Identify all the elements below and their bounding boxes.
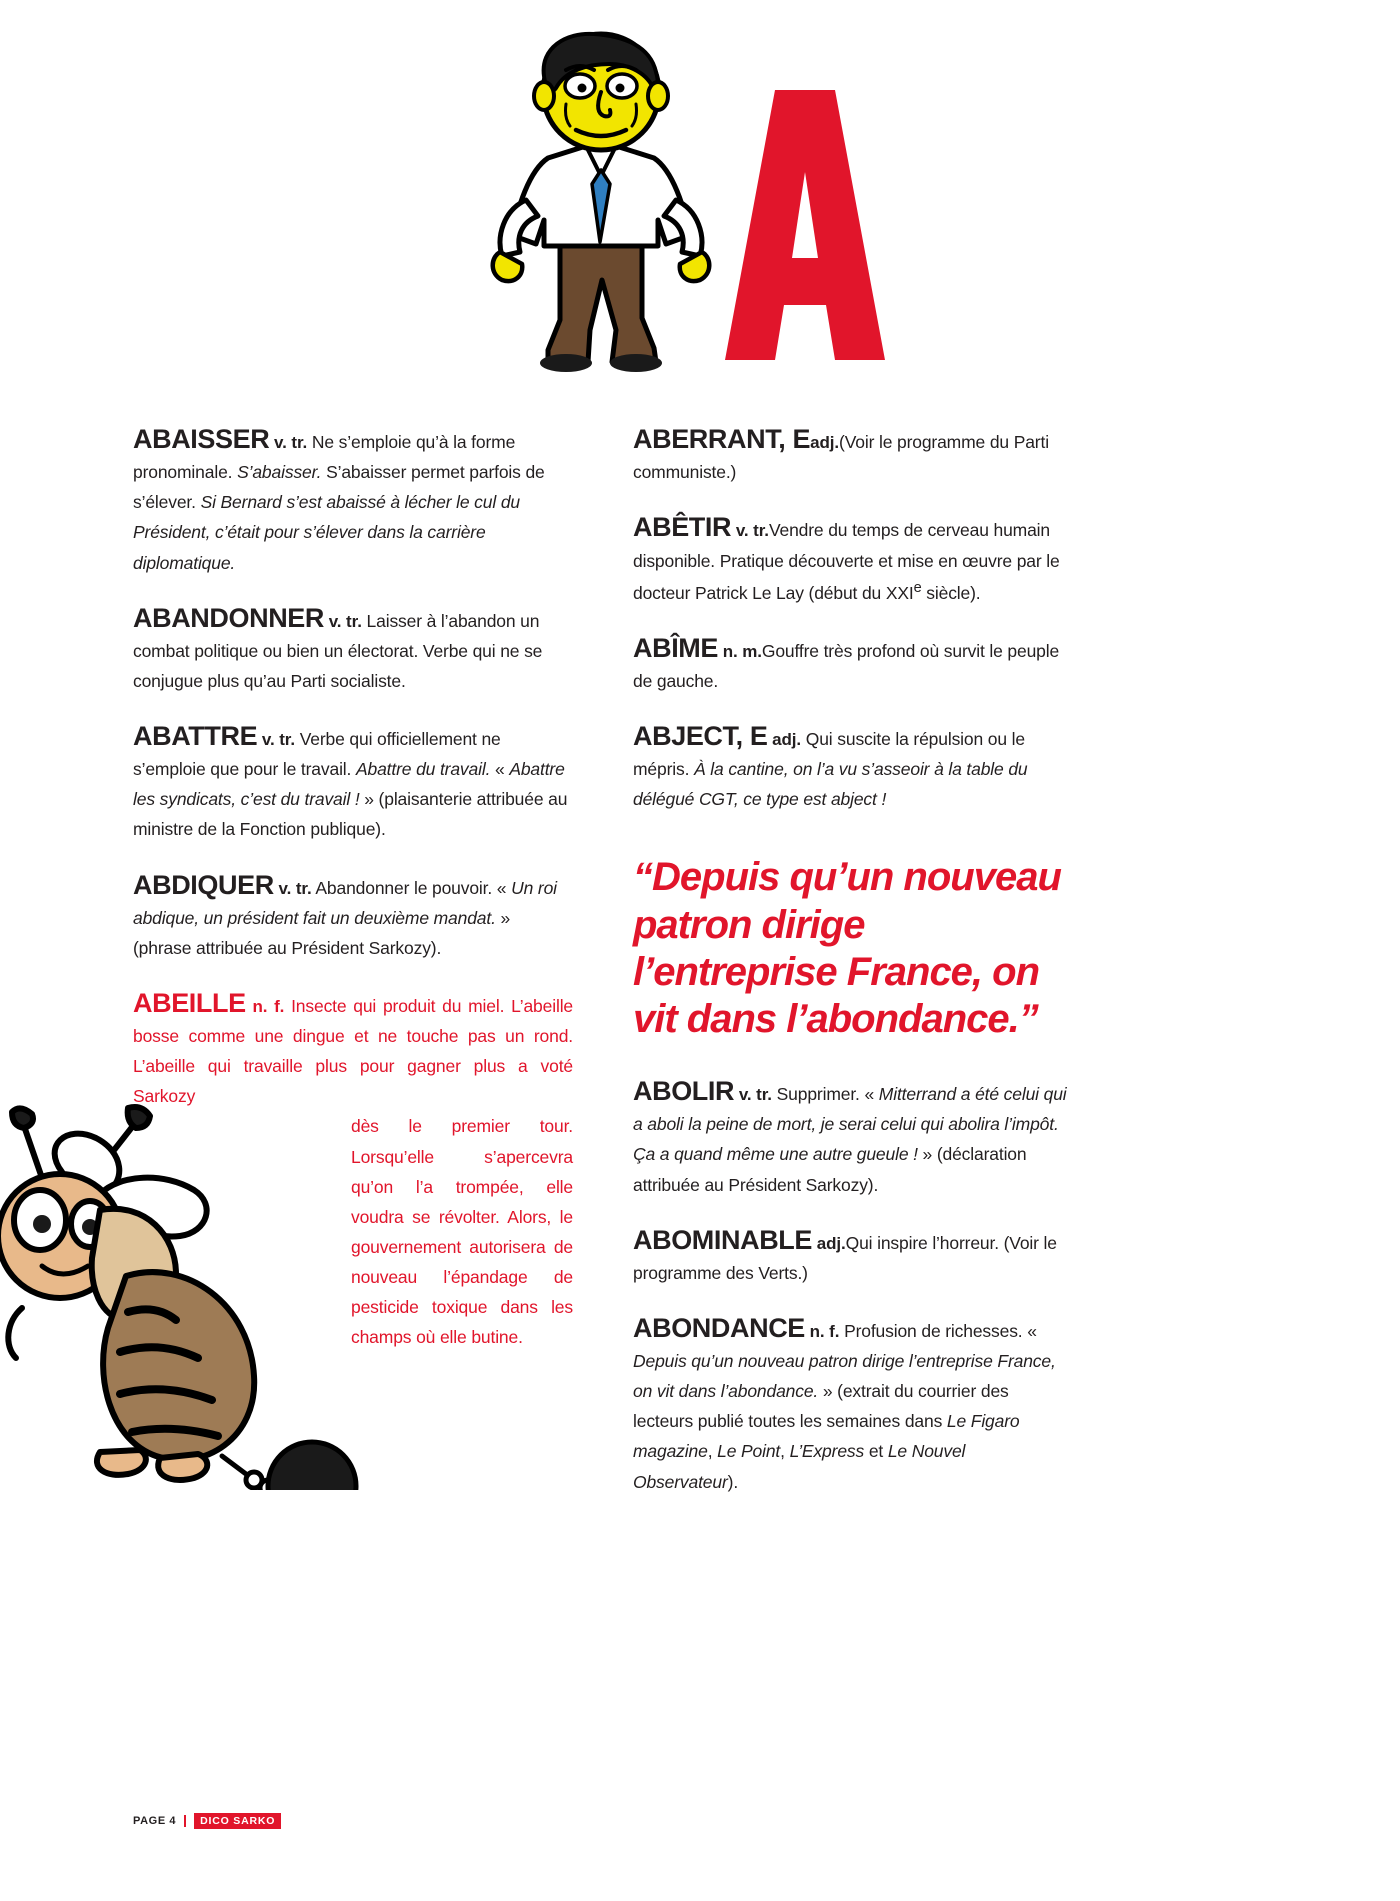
left-column bbox=[133, 425, 573, 1497]
part-of-speech: adj. bbox=[772, 729, 802, 749]
publication-nouvelobs: Le Nouvel Observateur bbox=[633, 1441, 966, 1492]
dictionary-entry-abject bbox=[633, 722, 1073, 814]
bee-illustration-spacer bbox=[133, 1111, 351, 1383]
definition-example: Depuis qu’un nouveau patron dirige l’entreprise France, on vit dans l’abondance. bbox=[633, 1351, 1056, 1402]
dictionary-entry-abaisser bbox=[133, 425, 573, 578]
definition-text-wrapped: dès le premier tour. Lorsqu’elle s’apercevra qu’on l’a trompée, elle voudra se révolter. Alors, le gouvernement autorisera de nouveau l’épandage de pesticide toxique dans les champs où elle butine. bbox=[351, 1116, 573, 1348]
definition-example: Un roi abdique, un président fait un deuxième mandat. bbox=[133, 877, 557, 928]
definition-text: (Voir le programme du Parti communiste.) bbox=[633, 432, 1049, 483]
definition-text-2: » (phrase attribuée au Président Sarkozy). bbox=[133, 907, 511, 958]
publication-badge: DICO SARKO bbox=[194, 1813, 281, 1829]
dictionary-entry-abandonner bbox=[133, 604, 573, 696]
headword: ABOMINABLE bbox=[633, 1224, 812, 1255]
publication-lexpress: L’Express bbox=[789, 1441, 865, 1462]
dictionary-entry-abeille bbox=[133, 989, 573, 1352]
headword: ABAISSER bbox=[133, 424, 270, 454]
definition-text: Profusion de richesses. « bbox=[844, 1320, 1037, 1341]
definition-example: Abattre du travail. bbox=[355, 759, 491, 780]
definition-text-5: et bbox=[864, 1441, 888, 1462]
publication-figaro: Le Figaro magazine bbox=[633, 1411, 1020, 1462]
letter-a-illustration bbox=[470, 30, 930, 390]
dictionary-entry-abominable bbox=[633, 1226, 1073, 1288]
headword: ABDIQUER bbox=[133, 869, 274, 900]
definition-example: À la cantine, on l’a vu s’asseoir à la table du délégué CGT, ce type est abject ! bbox=[633, 759, 1028, 810]
definition-text: Abandonner le pouvoir. « bbox=[315, 877, 512, 898]
dictionary-entry-abdiquer bbox=[133, 871, 573, 963]
definition-example: S’abaisser. bbox=[237, 462, 322, 483]
sarkozy-caricature bbox=[493, 34, 710, 372]
headword: ABJECT, E bbox=[633, 720, 768, 751]
definition-text: Verbe qui officiellement ne s’emploie que pour le travail. bbox=[133, 729, 501, 780]
part-of-speech: n. f. bbox=[252, 996, 285, 1016]
headword: ABANDONNER bbox=[133, 602, 324, 633]
definition-example-2: Abattre les syndicats, c’est du travail ! bbox=[133, 759, 565, 810]
part-of-speech: adj. bbox=[816, 1233, 846, 1253]
definition-text: Supprimer. « bbox=[776, 1084, 879, 1105]
headword: ABÊTIR bbox=[633, 512, 732, 543]
definition-text-2: » (déclaration attribuée au Président Sarkozy). bbox=[633, 1144, 1027, 1195]
headword: ABONDANCE bbox=[633, 1312, 805, 1343]
definition-text-6: ). bbox=[727, 1471, 739, 1492]
headword: ABÎME bbox=[633, 632, 718, 663]
part-of-speech: v. tr. bbox=[738, 1085, 772, 1105]
definition-text-2: S’abaisser permet parfois de s’élever. bbox=[133, 462, 545, 513]
definition-text: Ne s’emploie qu’à la forme pronominale. bbox=[133, 432, 516, 483]
definition-text: Qui suscite la répulsion ou le mépris. bbox=[633, 728, 1025, 780]
part-of-speech: v. tr. bbox=[261, 730, 296, 750]
dictionary-entry-abime bbox=[633, 634, 1073, 696]
pull-quote: “Depuis qu’un nouveau patron dirige l’entreprise France, on vit dans l’abondance.” bbox=[633, 855, 1061, 1041]
headword: ABOLIR bbox=[633, 1076, 735, 1107]
definition-text-3: , bbox=[707, 1441, 718, 1462]
dictionary-entry-aberrant bbox=[633, 425, 1073, 487]
right-column bbox=[633, 425, 1073, 1497]
headword: ABEILLE bbox=[133, 987, 246, 1018]
article-columns bbox=[133, 425, 1268, 1497]
letter-a-glyph bbox=[725, 90, 885, 360]
page-number: PAGE 4 bbox=[133, 1815, 177, 1827]
definition-text: Gouffre très profond où survit le peuple de gauche. bbox=[633, 640, 1060, 691]
ordinal-suffix: e bbox=[913, 579, 922, 596]
page-footer bbox=[133, 1813, 281, 1829]
dictionary-entry-abolir bbox=[633, 1077, 1073, 1200]
publication-lepoint: Le Point bbox=[717, 1441, 781, 1462]
definition-example-2: Si Bernard s’est abaissé à lécher le cul du Président, c’était pour s’élever dans la carrière diplomatique. bbox=[133, 492, 520, 573]
definition-example: Mitterrand a été celui qui a aboli la peine de mort, je serai celui qui abolira l’impôt. Ça a quand même une autre gueule ! bbox=[633, 1084, 1067, 1165]
part-of-speech: n. f. bbox=[809, 1321, 840, 1341]
part-of-speech: n. m. bbox=[722, 641, 762, 661]
definition-text: Insecte qui produit du miel. L’abeille bosse comme une dingue et ne touche pas un rond. L’abeille qui travaille plus pour gagner plus a voté Sarkozy bbox=[133, 995, 574, 1107]
definition-text-3: » (plaisanterie attribuée au ministre de la Fonction publique). bbox=[133, 789, 568, 840]
definition-text: Vendre du temps de cerveau humain disponible. Pratique découverte et mise en œuvre par le docteur Patrick Le Lay (début du XXI bbox=[633, 520, 1060, 603]
dictionary-entry-abetir bbox=[633, 513, 1073, 607]
definition-text-2: siècle). bbox=[921, 582, 981, 603]
definition-text-2: « bbox=[490, 759, 510, 780]
dictionary-entry-abattre bbox=[133, 722, 573, 845]
definition-text: Qui inspire l’horreur. (Voir le programme des Verts.) bbox=[633, 1232, 1057, 1283]
part-of-speech: v. tr. bbox=[328, 611, 362, 631]
definition-text-2: » (extrait du courrier des lecteurs publié toutes les semaines dans bbox=[633, 1381, 1009, 1432]
definition-text: Laisser à l’abandon un combat politique ou bien un électorat. Verbe qui ne se conjugue plus qu’au Parti socialiste. bbox=[133, 610, 543, 691]
definition-text-4: , bbox=[780, 1441, 790, 1462]
part-of-speech: v. tr. bbox=[735, 521, 769, 541]
dictionary-entry-abondance bbox=[633, 1314, 1073, 1497]
headword: ABATTRE bbox=[133, 721, 258, 752]
part-of-speech: v. tr. bbox=[278, 878, 312, 898]
footer-divider bbox=[184, 1815, 186, 1827]
part-of-speech: adj. bbox=[810, 433, 840, 452]
headword: ABERRANT, E bbox=[633, 424, 811, 454]
part-of-speech: v. tr. bbox=[274, 433, 308, 452]
